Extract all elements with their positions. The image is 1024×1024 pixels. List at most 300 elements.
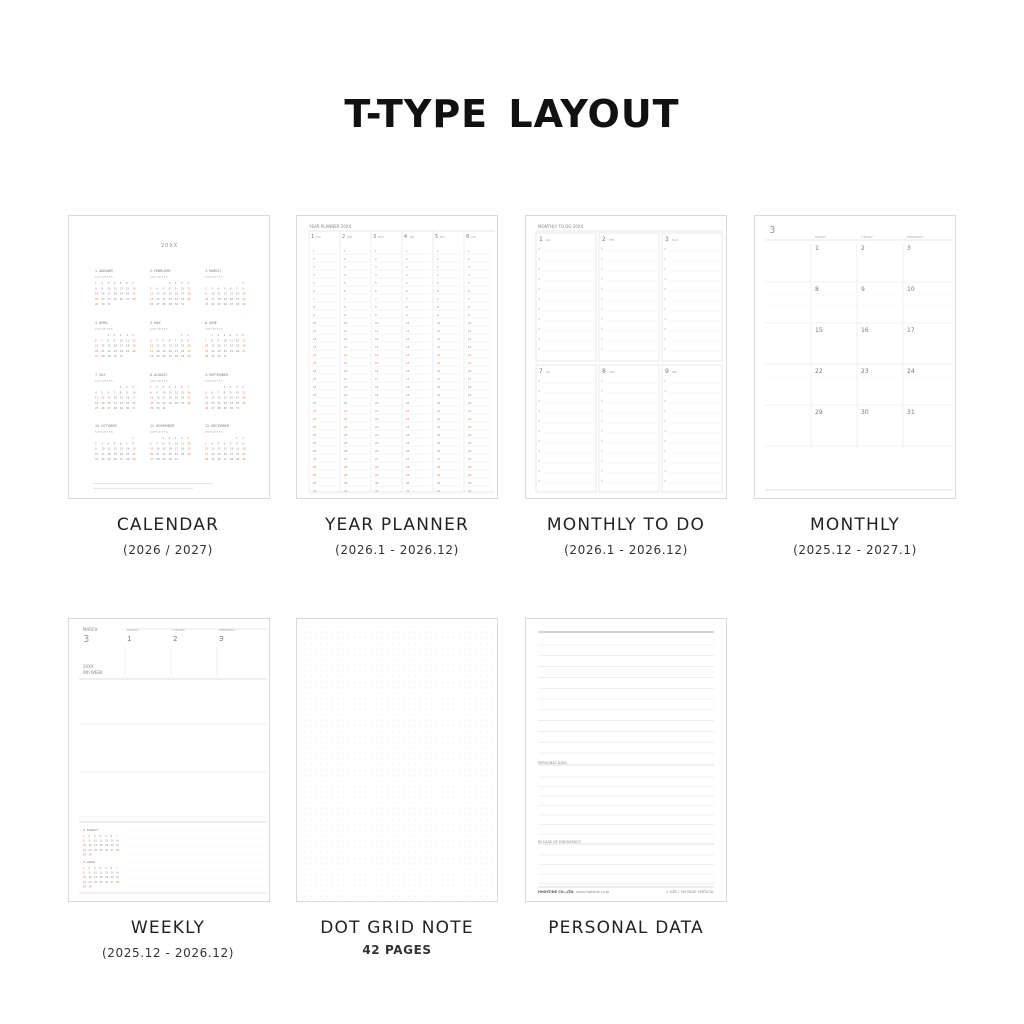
dot-grid-dot [420, 770, 421, 771]
weekly-dot [141, 709, 142, 710]
calendar-day: 17 [223, 344, 227, 348]
dot-grid-dot [382, 759, 383, 760]
dot-grid-dot [382, 682, 383, 683]
dot-grid-dot [338, 786, 339, 787]
year-planner-grid [297, 216, 498, 499]
dot-grid-dot [426, 660, 427, 661]
dot-grid-dot [448, 720, 449, 721]
weekly-dot [241, 693, 242, 694]
calendar-day: 23 [101, 297, 105, 301]
monthly-dot [915, 377, 916, 378]
calendar-day: 18 [229, 344, 234, 348]
dot-grid-dot [409, 869, 410, 870]
dot-grid-dot [393, 797, 394, 798]
dot-grid-dot [442, 704, 443, 705]
calendar-day: 25 [113, 297, 117, 301]
weekly-dot [105, 749, 106, 750]
monthly-dot [779, 428, 780, 429]
weekly-dot [141, 805, 142, 806]
weekly-mini-day: 2 [88, 867, 91, 870]
calendar-day: 29 [119, 407, 124, 411]
weekly-dot [213, 805, 214, 806]
calendar-day: 29 [236, 458, 240, 462]
weekly-dot [129, 693, 130, 694]
dot-grid-dot [382, 786, 383, 787]
dot-grid-dot [453, 808, 454, 809]
weekly-dot [171, 871, 172, 872]
year-planner-day: 12 [406, 338, 410, 341]
weekly-dot [201, 709, 202, 710]
weekly-dot [251, 863, 252, 864]
todo-checkbox [664, 480, 666, 482]
monthly-dot [907, 264, 908, 265]
weekly-dot [261, 733, 262, 734]
dot-grid-dot [316, 698, 317, 699]
dot-grid-dot [464, 643, 465, 644]
dot-grid-dot [481, 869, 482, 870]
dot-grid-dot [371, 891, 372, 892]
year-planner-day: 26 [344, 450, 348, 453]
dot-grid-dot [321, 632, 322, 633]
dot-grid-dot [321, 896, 322, 897]
year-planner-day: 11 [437, 330, 441, 333]
dot-grid-dot [404, 742, 405, 743]
year-planner-day: 6 [375, 290, 377, 293]
dot-grid-dot [404, 671, 405, 672]
monthly-dot [843, 295, 844, 296]
dot-grid-dot [481, 764, 482, 765]
weekly-dot [253, 789, 254, 790]
dot-grid-dot [310, 671, 311, 672]
dot-grid-dot [349, 885, 350, 886]
calendar-day: 20 [229, 297, 234, 301]
monthly-dot [819, 377, 820, 378]
dot-grid-dot [486, 737, 487, 738]
weekly-dot [155, 871, 156, 872]
dot-grid-dot [426, 781, 427, 782]
dot-grid-dot [420, 731, 421, 732]
dot-grid-dot [393, 682, 394, 683]
dot-grid-dot [442, 781, 443, 782]
dot-grid-dot [481, 720, 482, 721]
year-planner-day: 19 [406, 394, 410, 397]
dot-grid-dot [415, 775, 416, 776]
weekly-dot [185, 693, 186, 694]
dot-grid-dot [453, 858, 454, 859]
calendar-day: 1 [181, 334, 183, 337]
monthly-dot [783, 346, 784, 347]
weekly-dot [187, 887, 188, 888]
dot-grid-dot [470, 737, 471, 738]
dot-grid-dot [360, 825, 361, 826]
monthly-dot [819, 438, 820, 439]
weekly-dot [125, 773, 126, 774]
weekly-dot [213, 701, 214, 702]
weekly-dot [89, 741, 90, 742]
weekly-dot [135, 831, 136, 832]
monthly-dot [867, 346, 868, 347]
dot-grid-dot [382, 863, 383, 864]
weekly-dot [237, 813, 238, 814]
calendar-day: 20 [107, 401, 111, 405]
dot-grid-dot [409, 748, 410, 749]
weekly-dot [229, 749, 230, 750]
calendar-day: 15 [181, 344, 185, 348]
todo-checkbox [601, 400, 603, 402]
monthly-dot [859, 346, 860, 347]
weekly-dot [121, 749, 122, 750]
monthly-dot [783, 377, 784, 378]
monthly-dot [927, 377, 928, 378]
dot-grid-dot [376, 731, 377, 732]
dot-grid-dot [437, 687, 438, 688]
weekly-dot [169, 781, 170, 782]
caption-title: MONTHLY TO DO [546, 515, 706, 535]
dot-grid-dot [481, 874, 482, 875]
weekly-dot [109, 717, 110, 718]
year-planner-day: 17 [468, 378, 472, 381]
dot-grid-dot [415, 808, 416, 809]
dot-grid-dot [371, 874, 372, 875]
calendar-day: 23 [174, 297, 179, 301]
weekly-dot [97, 685, 98, 686]
monthly-dot [787, 336, 788, 337]
caption-title: DOT GRID NOTE [320, 918, 474, 938]
monthly-dot [891, 418, 892, 419]
dot-grid-dot [327, 698, 328, 699]
dot-grid-dot [404, 676, 405, 677]
dot-grid-dot [492, 803, 493, 804]
weekly-dot [183, 879, 184, 880]
dot-grid-dot [327, 726, 328, 727]
weekly-dot [153, 805, 154, 806]
weekly-dot [265, 765, 266, 766]
dot-grid-dot [332, 698, 333, 699]
monthly-dot [831, 274, 832, 275]
dot-grid-dot [305, 654, 306, 655]
dot-grid-dot [387, 715, 388, 716]
weekly-dot [217, 749, 218, 750]
dot-grid-dot [316, 753, 317, 754]
monthly-dot [943, 315, 944, 316]
monthly-dot [835, 264, 836, 265]
monthly-dot [923, 397, 924, 398]
monthly-dot [939, 346, 940, 347]
dot-grid-dot [453, 786, 454, 787]
monthly-dot [839, 295, 840, 296]
monthly-dot [943, 274, 944, 275]
dot-grid-dot [492, 748, 493, 749]
dot-grid-dot [486, 709, 487, 710]
monthly-dot [835, 274, 836, 275]
dot-grid-dot [448, 880, 449, 881]
calendar-day: 5 [119, 282, 122, 285]
dot-grid-dot [442, 649, 443, 650]
dot-grid-dot [338, 687, 339, 688]
dot-grid-dot [387, 737, 388, 738]
dot-grid-dot [310, 759, 311, 760]
todo-checkbox [601, 380, 603, 382]
dot-grid-dot [442, 638, 443, 639]
dot-grid-dot [459, 759, 460, 760]
dot-grid-dot [448, 643, 449, 644]
weekly-dot [205, 693, 206, 694]
weekly-dot [149, 805, 150, 806]
dot-grid-dot [481, 742, 482, 743]
dot-grid-dot [464, 704, 465, 705]
calendar-day: 22 [223, 401, 227, 405]
weekly-dot [209, 733, 210, 734]
dot-grid-dot [332, 627, 333, 628]
weekly-dot [175, 831, 176, 832]
monthly-dot [887, 295, 888, 296]
dot-grid-dot [398, 836, 399, 837]
weekly-dot [195, 839, 196, 840]
dot-grid-dot [387, 731, 388, 732]
dot-grid-dot [360, 764, 361, 765]
weekly-dot [145, 805, 146, 806]
dot-grid-dot [453, 693, 454, 694]
monthly-dot [859, 305, 860, 306]
dot-grid-dot [459, 803, 460, 804]
dot-grid-dot [360, 693, 361, 694]
weekly-dot [97, 797, 98, 798]
dot-grid-dot [398, 704, 399, 705]
dot-grid-dot [376, 693, 377, 694]
monthly-dot [827, 315, 828, 316]
weekly-dot [153, 741, 154, 742]
dot-grid-dot [426, 671, 427, 672]
year-planner-day: 11 [375, 330, 379, 333]
monthly-dot [815, 377, 816, 378]
dot-grid-dot [349, 676, 350, 677]
calendar-day: 29 [150, 407, 154, 411]
dot-grid-dot [332, 753, 333, 754]
monthly-dot [843, 274, 844, 275]
dot-grid-dot [409, 709, 410, 710]
dot-grid-dot [376, 687, 377, 688]
dot-grid-dot [371, 720, 372, 721]
dot-grid-dot [442, 632, 443, 633]
dot-grid-dot [316, 770, 317, 771]
weekly-dot [265, 773, 266, 774]
calendar-day: 16 [113, 344, 117, 348]
dot-grid-dot [398, 682, 399, 683]
weekly-dot [85, 701, 86, 702]
dot-grid-dot [376, 671, 377, 672]
weekly-mini-day: 5 [105, 867, 107, 870]
year-planner-day: 2 [313, 258, 315, 261]
dot-grid-dot [393, 687, 394, 688]
weekly-dot [165, 741, 166, 742]
dot-grid-dot [365, 825, 366, 826]
monthly-dot [827, 264, 828, 265]
dot-grid-dot [464, 885, 465, 886]
dot-grid-dot [437, 792, 438, 793]
dot-grid-dot [316, 896, 317, 897]
dot-grid-dot [481, 814, 482, 815]
calendar-day: 30 [126, 407, 130, 411]
weekly-dot [165, 797, 166, 798]
dot-grid-dot [393, 709, 394, 710]
dot-grid-dot [387, 632, 388, 633]
monthly-dot [879, 356, 880, 357]
weekly-dot [169, 709, 170, 710]
calendar-day: 16 [187, 344, 191, 348]
dot-grid-dot [338, 775, 339, 776]
dot-grid-dot [470, 715, 471, 716]
dot-grid-dot [393, 786, 394, 787]
dot-grid-dot [343, 896, 344, 897]
year-planner-day: 17 [344, 378, 348, 381]
caption-title: YEAR PLANNER [324, 515, 470, 535]
dot-grid-dot [393, 814, 394, 815]
weekly-dot [209, 741, 210, 742]
weekly-dot [135, 887, 136, 888]
dot-grid-dot [481, 797, 482, 798]
dot-grid-dot [448, 869, 449, 870]
dot-grid-dot [409, 797, 410, 798]
dot-grid-dot [321, 682, 322, 683]
weekly-dot [93, 765, 94, 766]
weekly-dot [221, 749, 222, 750]
dot-grid-dot [305, 665, 306, 666]
weekly-mini-day: 25 [99, 848, 103, 852]
calendar-day: 26 [187, 452, 191, 456]
dot-grid-dot [376, 627, 377, 628]
weekly-dot [165, 701, 166, 702]
dot-grid-dot [426, 759, 427, 760]
dot-grid-dot [437, 781, 438, 782]
year-planner-day: 19 [344, 394, 348, 397]
dot-grid-dot [481, 885, 482, 886]
dot-grid-dot [305, 803, 306, 804]
calendar-day: 3 [132, 386, 134, 389]
dot-grid-dot [305, 709, 306, 710]
monthly-dot [871, 397, 872, 398]
todo-checkbox [538, 420, 540, 422]
monthly-dot [947, 336, 948, 337]
weekly-dot [139, 831, 140, 832]
year-planner-day: 12 [437, 338, 441, 341]
dot-grid-dot [387, 753, 388, 754]
dot-grid-dot [371, 803, 372, 804]
monthly-dot [895, 264, 896, 265]
weekly-dot [225, 797, 226, 798]
monthly-dot [907, 305, 908, 306]
dot-grid-dot [382, 891, 383, 892]
weekly-dot [221, 813, 222, 814]
year-planner-day: 10 [468, 322, 472, 325]
weekly-dot [117, 765, 118, 766]
dot-grid-dot [442, 770, 443, 771]
todo-checkbox [601, 298, 603, 300]
year-planner-day: 21 [468, 410, 472, 413]
dot-grid-dot [365, 891, 366, 892]
dot-grid-dot [448, 731, 449, 732]
calendar-day: 18 [168, 396, 172, 400]
dot-grid-dot [431, 726, 432, 727]
dot-grid-dot [354, 781, 355, 782]
weekly-dot [147, 847, 148, 848]
monthly-dot [839, 438, 840, 439]
weekly-dot [109, 701, 110, 702]
calendar-day: 31 [223, 355, 227, 359]
monthly-dot [947, 356, 948, 357]
monthly-dot [791, 254, 792, 255]
calendar-day: 14 [132, 287, 136, 291]
dot-grid-dot [305, 885, 306, 886]
dot-grid-dot [387, 797, 388, 798]
calendar-day: 12 [101, 396, 105, 400]
monthly-dot [787, 305, 788, 306]
dot-grid-dot [382, 819, 383, 820]
monthly-dot [831, 305, 832, 306]
dot-grid-dot [431, 687, 432, 688]
monthly-dot [907, 428, 908, 429]
dot-grid-dot [481, 731, 482, 732]
dot-grid-dot [327, 885, 328, 886]
weekly-dot [219, 855, 220, 856]
dot-grid-dot [409, 731, 410, 732]
calendar-day: 31 [181, 303, 185, 307]
dot-grid-dot [442, 709, 443, 710]
calendar-day: 23 [168, 452, 172, 456]
weekly-dot [175, 855, 176, 856]
weekly-dot [151, 887, 152, 888]
dot-grid-dot [437, 841, 438, 842]
todo-checkbox [664, 440, 666, 442]
dot-grid-dot [420, 715, 421, 716]
year-planner-day: 22 [344, 418, 348, 421]
dot-grid-dot [448, 649, 449, 650]
weekly-dot [255, 871, 256, 872]
dot-grid-dot [420, 858, 421, 859]
year-planner-day: 22 [406, 418, 410, 421]
dot-grid-dot [387, 847, 388, 848]
weekly-dot [181, 725, 182, 726]
dot-grid-dot [409, 891, 410, 892]
monthly-date: 17 [907, 327, 915, 334]
weekly-dot [193, 741, 194, 742]
weekly-dot [217, 805, 218, 806]
monthly-dot [867, 377, 868, 378]
dot-grid-dot [327, 869, 328, 870]
weekly-dot [235, 831, 236, 832]
year-planner-day: 28 [406, 466, 410, 469]
dot-grid-dot [404, 885, 405, 886]
calendar-day: 12 [223, 292, 227, 296]
dot-grid-dot [327, 814, 328, 815]
year-planner-month-name: MAR. [378, 236, 385, 239]
weekly-dot [93, 781, 94, 782]
weekly-dot [185, 757, 186, 758]
weekly-dot [121, 773, 122, 774]
dot-grid-dot [305, 715, 306, 716]
monthly-dot [927, 254, 928, 255]
dot-grid-dot [321, 764, 322, 765]
weekly-page-preview [68, 618, 270, 902]
dot-grid-dot [459, 737, 460, 738]
calendar-day: 27 [223, 458, 227, 462]
monthly-dot [883, 336, 884, 337]
monthly-dot [943, 295, 944, 296]
todo-month-name: JUL. [546, 371, 551, 374]
dot-grid-dot [360, 632, 361, 633]
dot-grid-dot [360, 885, 361, 886]
todo-checkbox [601, 410, 603, 412]
calendar-weekday-row: S M T W T F S [95, 328, 113, 331]
